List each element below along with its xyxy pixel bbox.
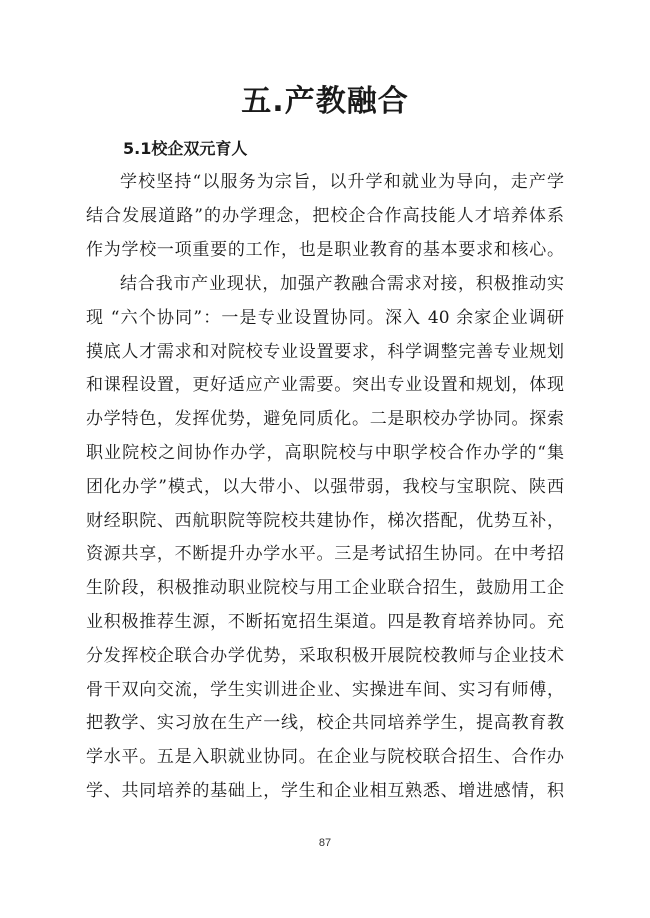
chapter-title: 五.产教融合 [241,84,409,119]
paragraph-line: 骨干双向交流，学生实训进企业、实操进车间、实习有师傅， [86,679,564,700]
section-heading: 5.1校企双元育人 [123,139,248,158]
paragraph-line: 学水平。五是入职就业协同。在企业与院校联合招生、合作办 [86,747,564,768]
paragraph-line: 结合发展道路”的办学理念，把校企合作高技能人才培养体系 [86,205,564,226]
paragraph-line: 把教学、实习放在生产一线，校企共同培养学生，提高教育教 [86,713,564,734]
paragraph-line: 财经职院、西航职院等院校共建协作，梯次搭配，优势互补， [86,510,564,531]
paragraph-line: 和课程设置，更好适应产业需要。突出专业设置和规划，体现 [86,375,564,396]
paragraph-line: 作为学校一项重要的工作，也是职业教育的基本要求和核心。 [86,239,564,260]
paragraph-line: 办学特色，发挥优势，避免同质化。二是职校办学协同。探索 [86,409,564,430]
paragraph-line: 职业院校之间协作办学，高职院校与中职学校合作办学的“集 [86,442,564,463]
paragraph-line: 团化办学”模式，以大带小、以强带弱，我校与宝职院、陕西 [86,476,564,497]
paragraph-line: 摸底人才需求和对院校专业设置要求，科学调整完善专业规划 [86,341,564,362]
page-number: 87 [318,837,332,849]
paragraph-2 [86,268,564,809]
paragraph-1 [86,166,564,267]
paragraph-line: 业积极推荐生源，不断拓宽招生渠道。四是教育培养协同。充 [86,611,564,632]
paragraph-line: 生阶段，积极推动职业院校与用工企业联合招生，鼓励用工企 [86,578,564,599]
paragraph-line: 现 “六个协同”：一是专业设置协同。深入 40 余家企业调研 [86,307,564,328]
paragraph-line: 学、共同培养的基础上，学生和企业相互熟悉、增进感情，积 [86,780,564,801]
paragraph-line: 结合我市产业现状，加强产教融合需求对接，积极推动实 [120,274,564,294]
paragraph-line: 学校坚持“以服务为宗旨，以升学和就业为导向，走产学 [120,172,564,192]
paragraph-line: 分发挥校企联合办学优势，采取积极开展院校教师与企业技术 [86,645,564,666]
paragraph-line: 资源共享，不断提升办学水平。三是考试招生协同。在中考招 [86,544,564,565]
